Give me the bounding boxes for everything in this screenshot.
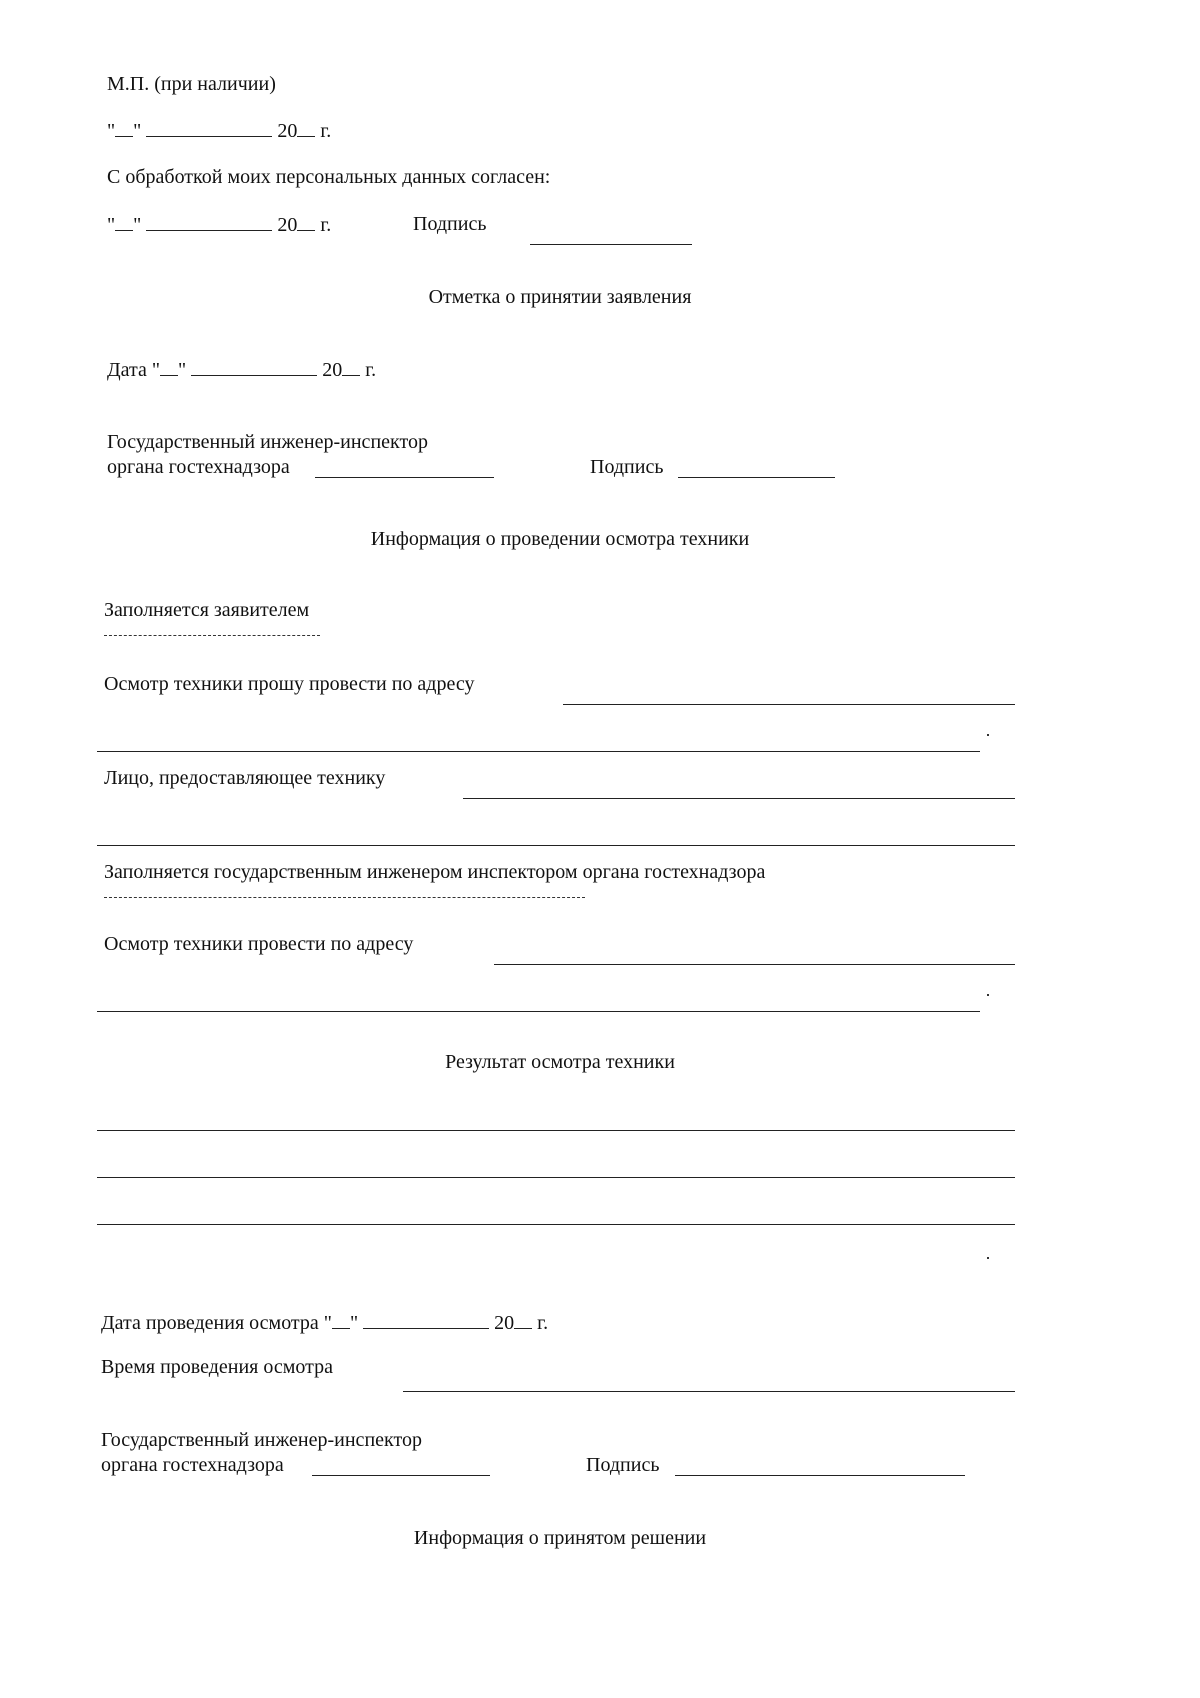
year-blank[interactable] — [297, 212, 315, 231]
result-line-2[interactable] — [97, 1177, 1015, 1178]
inspection-address-done-label: Осмотр техники провести по адресу — [104, 933, 414, 955]
period-mark — [987, 994, 989, 996]
year-blank[interactable] — [514, 1310, 532, 1329]
inspection-date-field[interactable]: Дата проведения осмотра " " 20 г. — [101, 1312, 549, 1334]
inspector-name-line-1[interactable] — [315, 477, 494, 478]
address-request-line-2[interactable] — [97, 751, 980, 752]
decision-info-title: Информация о принятом решении — [413, 1527, 707, 1549]
inspection-time-line[interactable] — [403, 1391, 1015, 1392]
period-mark — [987, 734, 989, 736]
inspector-title-1: Государственный инженер-инспектор — [107, 431, 428, 453]
filled-by-inspector-label: Заполняется государственным инженером инспектором органа гостехнадзора — [104, 861, 766, 883]
consent-text: С обработкой моих персональных данных согласен: — [107, 166, 551, 188]
date-field-1[interactable]: " " 20 г. — [107, 120, 332, 142]
signature-label-1: Подпись — [413, 213, 487, 235]
stamp-label: М.П. (при наличии) — [107, 73, 276, 95]
year-blank[interactable] — [342, 357, 360, 376]
day-blank[interactable] — [115, 118, 133, 137]
result-line-3[interactable] — [97, 1224, 1015, 1225]
address-request-line-1[interactable] — [563, 704, 1015, 705]
signature-line-3[interactable] — [675, 1475, 965, 1476]
provider-person-label: Лицо, предоставляющее технику — [104, 767, 386, 789]
signature-line-2[interactable] — [678, 477, 835, 478]
address-done-line-2[interactable] — [97, 1011, 980, 1012]
signature-label-3: Подпись — [586, 1454, 660, 1476]
month-blank[interactable] — [146, 212, 272, 231]
inspector-section-underline — [104, 897, 585, 898]
result-line-1[interactable] — [97, 1130, 1015, 1131]
period-mark — [987, 1257, 989, 1259]
provider-person-line-2[interactable] — [97, 845, 1015, 846]
provider-person-line-1[interactable] — [463, 798, 1015, 799]
day-blank[interactable] — [332, 1310, 350, 1329]
inspection-address-request-label: Осмотр техники прошу провести по адресу — [104, 673, 475, 695]
inspector-title-2: Государственный инженер-инспектор — [101, 1429, 422, 1451]
signature-line-1[interactable] — [530, 244, 692, 245]
inspection-time-label: Время проведения осмотра — [101, 1356, 334, 1378]
month-blank[interactable] — [146, 118, 272, 137]
address-done-line-1[interactable] — [494, 964, 1015, 965]
month-blank[interactable] — [191, 357, 317, 376]
inspector-org-1: органа гостехнадзора — [107, 456, 290, 478]
year-blank[interactable] — [297, 118, 315, 137]
filled-by-applicant-label: Заполняется заявителем — [104, 599, 310, 621]
result-title: Результат осмотра техники — [445, 1051, 675, 1073]
day-blank[interactable] — [160, 357, 178, 376]
inspector-name-line-2[interactable] — [312, 1475, 490, 1476]
month-blank[interactable] — [363, 1310, 489, 1329]
inspection-info-title: Информация о проведении осмотра техники — [370, 528, 750, 550]
accept-mark-title: Отметка о принятии заявления — [428, 286, 692, 308]
signature-label-2: Подпись — [590, 456, 664, 478]
applicant-section-underline — [104, 635, 320, 636]
day-blank[interactable] — [115, 212, 133, 231]
accept-date-field[interactable]: Дата " " 20 г. — [107, 359, 377, 381]
inspector-org-2: органа гостехнадзора — [101, 1454, 284, 1476]
date-field-2[interactable]: " " 20 г. — [107, 214, 332, 236]
